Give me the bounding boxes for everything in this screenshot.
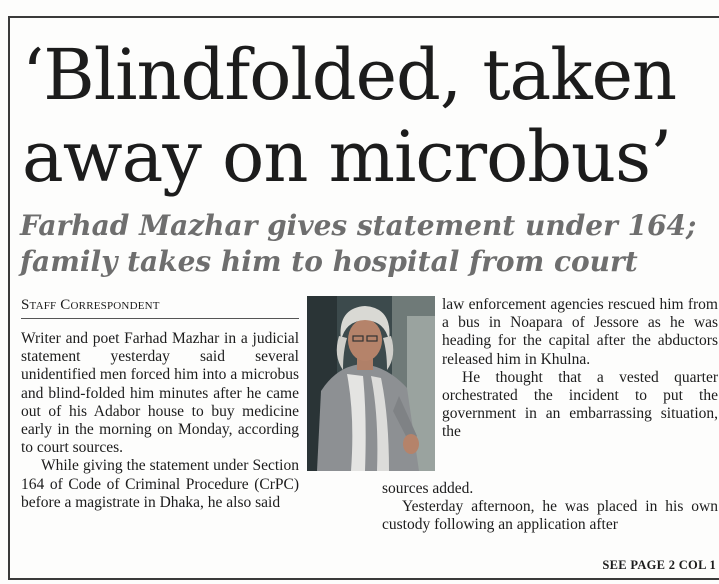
headline-line-1: ‘Blindfolded, taken — [22, 34, 677, 116]
byline-rule — [21, 318, 299, 319]
paragraph-5: Yesterday afternoon, he was placed in his own custody following an application after — [382, 498, 718, 534]
paragraph-1: Writer and poet Farhad Mazhar in a judicial statement yesterday said several unidentified men forced him into a microbus and blind-folded him minutes after he came out of his Adabor house to buy medicine early in the morning on Monday, according to court sources. — [21, 330, 299, 457]
subheadline-line-1: Farhad Mazhar gives statement under 164; — [20, 209, 697, 242]
headline — [22, 34, 712, 198]
subheadline-line-2: family takes him to hospital from court — [20, 245, 638, 278]
continuation-jump-line[interactable]: SEE PAGE 2 COL 1 — [602, 558, 716, 572]
headline-line-2: away on microbus’ — [22, 116, 672, 198]
photo-illustration — [307, 296, 435, 471]
column-2 — [442, 296, 718, 442]
photo-farhad-mazhar — [307, 296, 435, 471]
paragraph-3: law enforcement agencies rescued him from a bus in Noapara of Jessore as he was heading for the capital after the abductors released him in Khulna. — [442, 296, 718, 368]
paragraph-4: He thought that a vested quarter orchestrated the incident to put the government in an embarrassing situation, the — [442, 368, 718, 441]
left-rule — [8, 16, 10, 580]
bottom-rule — [8, 578, 719, 580]
paragraph-4-end: sources added. — [382, 480, 474, 497]
paragraph-2: While giving the statement under Section 164 of Code of Criminal Procedure (CrPC) before a magistrate in Dhaka, he also said — [21, 457, 299, 511]
top-rule — [8, 16, 719, 18]
byline: Staff Correspondent — [21, 297, 160, 313]
column-1 — [21, 330, 299, 512]
column-2-continued — [382, 480, 718, 535]
subheadline — [20, 208, 710, 280]
